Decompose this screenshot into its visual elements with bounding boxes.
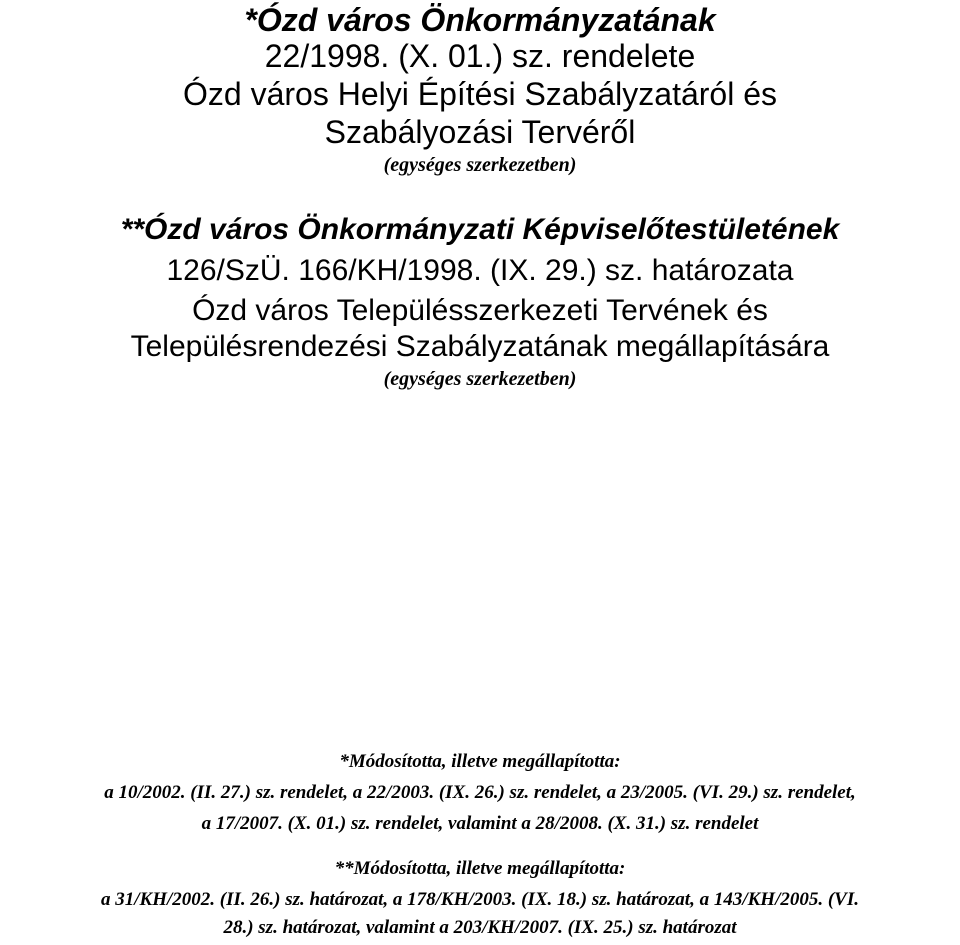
amendments-2-heading: **Módosította, illetve megállapította: xyxy=(334,858,626,879)
decree-title-line-3: Ózd város Helyi Építési Szabályzatáról és xyxy=(182,76,778,112)
resolution-title-line-2: 126/SzÜ. 166/KH/1998. (IX. 29.) sz. határozata xyxy=(166,254,794,287)
resolution-title-line-3: Ózd város Településszerkezeti Tervének és xyxy=(192,294,768,327)
amendments-1-heading: *Módosította, illetve megállapította: xyxy=(339,751,621,772)
resolution-title-line-4: Településrendezési Szabályzatának megállapítására xyxy=(130,330,830,363)
decree-title-line-1: *Ózd város Önkormányzatának xyxy=(244,2,716,38)
resolution-title-line-1: **Ózd város Önkormányzati Képviselőtestületének xyxy=(120,213,840,246)
amendments-1-line-1: a 10/2002. (II. 27.) sz. rendelet, a 22/2003. (IX. 26.) sz. rendelet, a 23/2005. (VI. 29.) sz. rendelet, xyxy=(104,782,856,803)
decree-subtitle: (egységes szerkezetben) xyxy=(383,154,577,176)
resolution-subtitle: (egységes szerkezetben) xyxy=(383,368,577,390)
amendments-1-line-2: a 17/2007. (X. 01.) sz. rendelet, valamint a 28/2008. (X. 31.) sz. rendelet xyxy=(201,813,759,834)
amendments-2-line-2: 28.) sz. határozat, valamint a 203/KH/2007. (IX. 25.) sz. határozat xyxy=(223,917,737,938)
decree-title-line-2: 22/1998. (X. 01.) sz. rendelete xyxy=(264,38,696,74)
amendments-2-line-1: a 31/KH/2002. (II. 26.) sz. határozat, a 178/KH/2003. (IX. 18.) sz. határozat, a 143/KH/2005. (VI. xyxy=(101,889,859,910)
decree-title-line-4: Szabályozási Tervéről xyxy=(324,114,636,150)
